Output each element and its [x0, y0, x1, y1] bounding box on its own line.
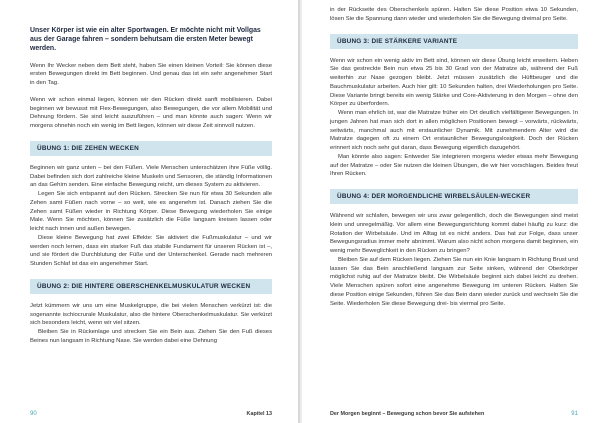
left-page: [0, 0, 298, 423]
paragraph: Diese kleine Bewegung hat zwei Effekte: Sie aktiviert die Fußmuskulatur – und wir werden noch lernen, dass ein starker Fuß das stabile Fundament für unseren Rücken ist –, und sie fördert die Durchblutung der Füße und der Unterschenkel. Gerade nach mehreren Stunden Schlaf ist das ein angenehmer Start.: [30, 234, 273, 268]
paragraph: in der Rückseite des Oberschenkels spüren. Halten Sie diese Position etwa 10 Sekunden, lösen Sie die Spannung dann wieder und wiederholen Sie die Bewegung dreimal pro Seite.: [330, 7, 578, 22]
paragraph: Bleiben Sie in Rückenlage und strecken Sie ein Bein aus. Ziehen Sie den Fuß dieses Beines nun langsam in Richtung Nase. Sie werden dabei eine Dehnung: [30, 329, 273, 344]
paragraph: Man könnte also sagen: Entweder Sie integrieren morgens wieder etwas mehr Bewegung auf der Matratze – oder Sie nutzen die kleinen Übungen, die wir hier vorschlagen. Beides freut Ihren Rücken.: [330, 153, 578, 178]
page-footer-right: [330, 411, 578, 417]
exercise-heading-1: ÜBUNG 1: DIE ZEHEN WECKEN: [30, 141, 272, 156]
intro-lead: Unser Körper ist wie ein alter Sportwagen. Er möchte nicht mit Vollgas aus der Garage fahren – sondern behutsam die ersten Meter bewegt werden.: [30, 27, 261, 53]
paragraph: Jetzt kümmern wir uns um eine Muskelgruppe, die bei vielen Menschen verkürzt ist: die sogenannte ischiocrurale Muskulatur, also die hintere Oberschenkelmuskulatur. Sie verkürzt sich besonders leicht, wenn wir viel sitzen.: [30, 302, 273, 327]
right-page: [302, 0, 600, 423]
running-footer: Der Morgen beginnt – Bewegung schon bevor Sie aufstehen: [330, 411, 485, 417]
running-footer: Kapitel 13: [246, 411, 273, 417]
book-gutter: [298, 0, 300, 423]
paragraph: Wenn Ihr Wecker neben dem Bett steht, haben Sie einen kleinen Vorteil: Sie können diese ersten Bewegungen direkt im Bett beginnen. Und genau das ist ein sehr angenehmer Start in den Tag.: [30, 62, 273, 87]
exercise-heading-4: ÜBUNG 4: DER MORGENDLICHE WIRBELSÄULEN-WECKER: [330, 189, 578, 204]
exercise-heading-3: ÜBUNG 3: DIE STÄRKERE VARIANTE: [330, 34, 578, 49]
paragraph: Wenn wir schon ein wenig aktiv im Bett sind, können wir diese Übung leicht erweitern. Heben Sie das gestreckte Bein nun etwa 25 bis 30 Grad von der Matratze ab, während der Fuß weiterhin zur Nase gezogen bleibt. Jetzt müssen zusätzlich die Hüftbeuger und die Bauchmuskulatur arbeiten. Auch hier gilt: 10 Sekunden halten, drei Wiederholungen pro Seite. Diese Variante bringt bereits ein wenig Stärke und Core-Aktivierung in den Morgen – ohne den Körper zu überfordern.: [330, 57, 578, 108]
page-footer-left: [30, 411, 272, 417]
paragraph: Wenn man ehrlich ist, war die Matratze früher ein Ort deutlich vielfältigerer Bewegungen. In jungen Jahren hat man sich dort in allen möglichen Positionen bewegt – vorwärts, rückwärts, seitwärts, manchmal auch mit erstaunlicher Dynamik. Mit zunehmendem Alter wird die Matratze dagegen oft zu einem Ort erstaunlicher Bewegungslosigkeit. Doch der Rücken erinnert sich noch sehr gut daran, dass Bewegung eigentlich dazugehört.: [330, 110, 578, 151]
paragraph: Beginnen wir ganz unten – bei den Füßen. Viele Menschen unterschätzen ihre Füße völlig. Dabei befinden sich dort zahlreiche kleine Muskeln und Sensoren, die ständig Informationen an das Gehirn senden. Eine einfache Bewegung reicht, um dieses System zu aktivieren.: [30, 164, 273, 189]
paragraph: Legen Sie sich entspannt auf den Rücken. Strecken Sie nun für etwa 30 Sekunden alle Zehen samt Füßen nach vorne – so weit, wie es angenehm ist. Danach ziehen Sie die Zehen samt Füßen wieder in Richtung Körper. Diese Bewegung wiederholen Sie einige Male. Wenn Sie möchten, können Sie zusätzlich die Füße langsam kreisen lassen oder leicht nach innen und außen bewegen.: [30, 191, 273, 233]
paragraph: Bleiben Sie auf dem Rücken liegen. Ziehen Sie nun ein Knie langsam in Richtung Brust und lassen Sie das Bein anschließend langsam zur Seite sinken, während der Oberkörper möglichst ruhig auf der Matratze bleibt. Die Wirbelsäule beginnt sich dabei leicht zu drehen. Viele Menschen spüren sofort eine angenehme Bewegung im unteren Rücken. Halten Sie diese Position einige Sekunden, führen Sie das Bein dann wieder zurück und wechseln Sie die Seite. Wiederholen Sie diese Bewegung drei- bis viermal pro Seite.: [330, 256, 578, 307]
page-number: 90: [30, 411, 37, 417]
paragraph: Wenn wir schon einmal liegen, können wir den Rücken direkt sanft mobilisieren. Dabei beginnen wir bewusst mit Flex-Bewegungen, also Bewegungen, die vor allem Mobilität und Dehnung fördern. Sie sind leicht auszuführen – und man könnte auch sagen: Wenn wir morgens ohnehin noch ein wenig im Bett liegen, können wir diese Zeit sinnvoll nutzen.: [30, 96, 273, 130]
paragraph: Während wir schlafen, bewegen wir uns zwar gelegentlich, doch die Bewegungen sind meist klein und unregelmäßig. Vor allem eine Bewegungsrichtung kommt dabei häufig zu kurz: die Rotation der Wirbelsäule. Und im Alltag ist es nicht anders. Das hat zur Folge, dass unser Bewegungsradius immer mehr abnimmt. Warum also nicht schon morgens damit beginnen, ein wenig mehr Beweglichkeit in den Rücken zu bringen?: [330, 213, 578, 254]
exercise-heading-2: ÜBUNG 2: DIE HINTERE OBERSCHENKELMUSKULATUR WECKEN: [30, 279, 272, 294]
page-number: 91: [571, 411, 578, 417]
